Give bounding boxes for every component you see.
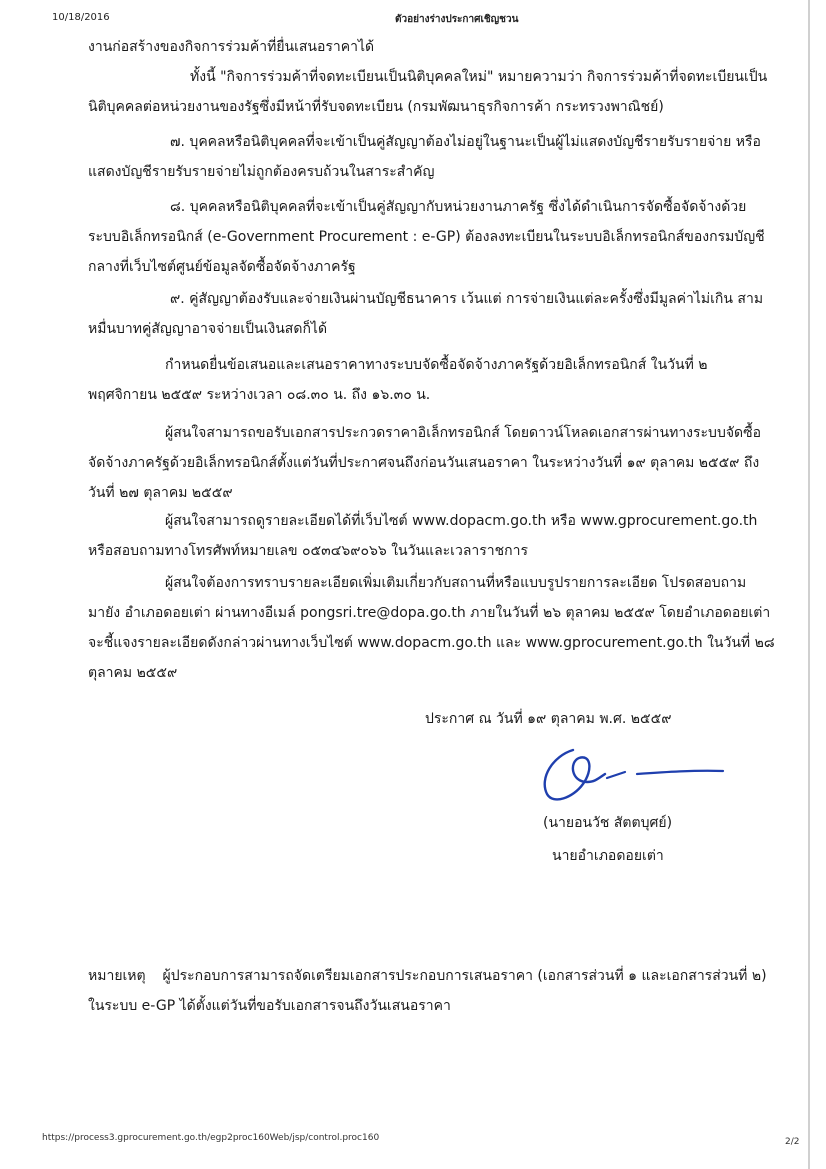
announcement-date: ประกาศ ณ วันที่ ๑๙ ตุลาคม พ.ศ. ๒๕๕๙ bbox=[425, 711, 672, 727]
page-number: 2/2 bbox=[785, 1137, 800, 1147]
body-line: ระบบอิเล็กทรอนิกส์ (e-Government Procurement : e-GP) ต้องลงทะเบียนในระบบอิเล็กทรอนิกส์ของกรมบัญชี bbox=[88, 229, 765, 245]
body-line: ๙. คู่สัญญาต้องรับและจ่ายเงินผ่านบัญชีธนาคาร เว้นแต่ การจ่ายเงินแต่ละครั้งซึ่งมีมูลค่าไม่เกิน สาม bbox=[170, 291, 764, 307]
body-line: วันที่ ๒๗ ตุลาคม ๒๕๕๙ bbox=[88, 485, 233, 501]
body-line: ผู้สนใจสามารถขอรับเอกสารประกวดราคาอิเล็กทรอนิกส์ โดยดาวน์โหลดเอกสารผ่านทางระบบจัดซื้อ bbox=[165, 425, 762, 441]
body-line: นิติบุคคลต่อหน่วยงานของรัฐซึ่งมีหน้าที่รับจดทะเบียน (กรมพัฒนาธุรกิจการค้า กระทรวงพาณิชย์) bbox=[88, 99, 664, 115]
body-line: งานก่อสร้างของกิจการร่วมค้าที่ยื่นเสนอราคาได้ bbox=[88, 39, 375, 55]
note-line-2: ในระบบ e-GP ได้ตั้งแต่วันที่ขอรับเอกสารจนถึงวันเสนอราคา bbox=[88, 998, 451, 1014]
body-line: หรือสอบถามทางโทรศัพท์หมายเลข ๐๕๓๔๖๙๐๖๖ ในวันและเวลาราชการ bbox=[88, 543, 529, 559]
handwritten-signature bbox=[535, 742, 730, 812]
note-label: หมายเหตุ bbox=[88, 968, 146, 984]
body-line: มายัง อำเภอดอยเต่า ผ่านทางอีเมล์ pongsri.tre@dopa.go.th ภายในวันที่ ๒๖ ตุลาคม ๒๕๕๙ โดยอำเภอดอยเต่า bbox=[88, 605, 771, 621]
body-line: ๘. บุคคลหรือนิติบุคคลที่จะเข้าเป็นคู่สัญญากับหน่วยงานภาครัฐ ซึ่งได้ดำเนินการจัดซื้อจัดจ้างด้วย bbox=[170, 199, 747, 215]
note-line-1 bbox=[88, 966, 767, 986]
body-line: กลางที่เว็บไซต์ศูนย์ข้อมูลจัดซื้อจัดจ้างภาครัฐ bbox=[88, 259, 356, 275]
body-line: หมื่นบาทคู่สัญญาอาจจ่ายเป็นเงินสดก็ได้ bbox=[88, 321, 328, 337]
footer-url: https://process3.gprocurement.go.th/egp2proc160Web/jsp/control.proc160 bbox=[42, 1133, 380, 1143]
body-line: ๗. บุคคลหรือนิติบุคคลที่จะเข้าเป็นคู่สัญญาต้องไม่อยู่ในฐานะเป็นผู้ไม่แสดงบัญชีรายรับรายจ่าย หรือ bbox=[170, 134, 761, 150]
signer-position: นายอำเภอดอยเต่า bbox=[552, 848, 664, 864]
body-line: จัดจ้างภาครัฐด้วยอิเล็กทรอนิกส์ตั้งแต่วันที่ประกาศจนถึงก่อนวันเสนอราคา ในระหว่างวันที่ ๑๙ ตุลาคม ๒๕๕๙ ถึง bbox=[88, 455, 760, 471]
document-title: ตัวอย่างร่างประกาศเชิญชวน bbox=[395, 14, 519, 25]
body-line: กำหนดยื่นข้อเสนอและเสนอราคาทางระบบจัดซื้อจัดจ้างภาครัฐด้วยอิเล็กทรอนิกส์ ในวันที่ ๒ bbox=[165, 357, 708, 373]
print-date: 10/18/2016 bbox=[52, 12, 110, 23]
body-line: ทั้งนี้ "กิจการร่วมค้าที่จดทะเบียนเป็นนิติบุคคลใหม่" หมายความว่า กิจการร่วมค้าที่จดทะเบียนเป็น bbox=[190, 69, 768, 85]
note-text: ผู้ประกอบการสามารถจัดเตรียมเอกสารประกอบการเสนอราคา (เอกสารส่วนที่ ๑ และเอกสารส่วนที่ ๒) bbox=[162, 968, 767, 984]
body-line: ผู้สนใจสามารถดูรายละเอียดได้ที่เว็บไซต์ www.dopacm.go.th หรือ www.gprocurement.go.th bbox=[165, 513, 758, 529]
body-line: ผู้สนใจต้องการทราบรายละเอียดเพิ่มเติมเกี่ยวกับสถานที่หรือแบบรูปรายการละเอียด โปรดสอบถาม bbox=[165, 575, 747, 591]
page-edge-divider bbox=[808, 0, 810, 1169]
body-line: แสดงบัญชีรายรับรายจ่ายไม่ถูกต้องครบถ้วนในสาระสำคัญ bbox=[88, 164, 435, 180]
signer-name: (นายอนวัช สัตตบุศย์) bbox=[543, 815, 673, 831]
body-line: พฤศจิกายน ๒๕๕๙ ระหว่างเวลา ๐๘.๓๐ น. ถึง ๑๖.๓๐ น. bbox=[88, 387, 431, 403]
body-line: ตุลาคม ๒๕๕๙ bbox=[88, 665, 178, 681]
body-line: จะชี้แจงรายละเอียดดังกล่าวผ่านทางเว็บไซต์ www.dopacm.go.th และ www.gprocurement.go.th ในวันที่ ๒๘ bbox=[88, 635, 775, 651]
